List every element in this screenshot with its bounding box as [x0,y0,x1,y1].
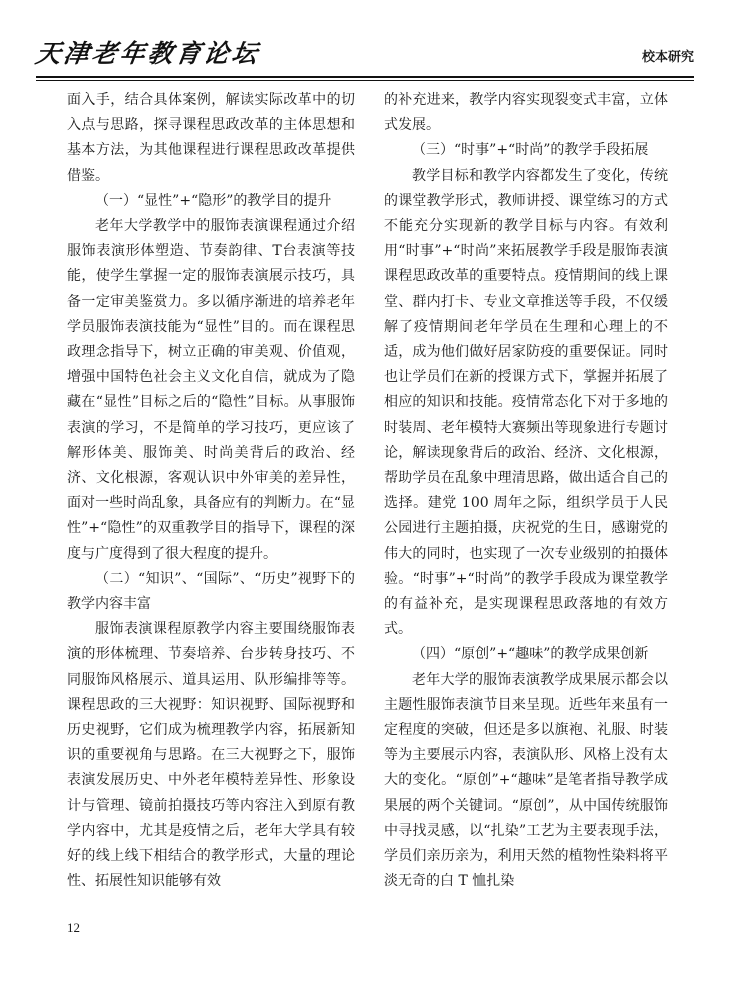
header-rule-thick [36,76,694,78]
journal-masthead: 天津老年教育论坛 [33,39,262,68]
section-heading: （二）“知识”、“国际”、“历史”视野下的教学内容丰富 [67,570,355,613]
paragraph: 老年大学的服饰表演教学成果展示都会以主题性服饰表演节目来呈现。近些年来虽有一定程度的突破，但还是多以旗袍、礼服、时装等为主要展示内容，表演队形、风格上没有太大的变化。“原创”+“趣味”是笔者指导教学成果展的两个关键词。“原创”，从中国传统服饰中寻找灵感，以“扎染”工艺为主要表现手法，学员们亲历亲为，利用天然的植物性染料将平淡无奇的白 T 恤扎染 [384,671,668,890]
paragraph: 面入手，结合具体案例，解读实际改革中的切入点与思路，探寻课程思政改革的主体思想和基本方法，为其他课程进行课程思政改革提供借鉴。 [67,92,355,184]
section-heading: （三）“时事”+“时尚”的教学手段拓展 [412,142,649,159]
section-heading: （四）“原创”+“趣味”的教学成果创新 [412,646,649,663]
paragraph: 服饰表演课程原教学内容主要围绕服饰表演的形体梳理、节奏培养、台步转身技巧、不同服饰风格展示、道具运用、队形编排等等。课程思政的三大视野：知识视野、国际视野和历史视野，它们成为梳理教学内容，拓展新知识的重要视角与思路。在三大视野之下，服饰表演发展历史、中外老年模特差异性、形象设计与管理、镜前拍摄技巧等内容注入到原有教学内容中，尤其是疫情之后，老年大学具有较好的线上线下相结合的教学形式，大量的理论性、拓展性知识能够有效 [67,621,355,890]
right-column [384,88,668,895]
paragraph: 教学目标和教学内容都发生了变化，传统的课堂教学形式，教师讲授、课堂练习的方式不能充分实现新的教学目标与内容。有效利用“时事”+“时尚”来拓展教学手段是服饰表演课程思政改革的重要特点。疫情期间的线上课堂、群内打卡、专业文章推送等手段，不仅缓解了疫情期间老年学员在生理和心理上的不适，成为他们做好居家防疫的重要保证。同时也让学员们在新的授课方式下，掌握并拓展了相应的知识和技能。疫情常态化下对于多地的时装周、老年模特大赛频出等现象进行专题讨论，解读现象背后的政治、经济、文化根源，帮助学员在乱象中理清思路，做出适合自己的选择。建党 100 周年之际，组织学员于人民公园进行主题拍摄，庆祝党的生日，感谢党的伟大的同时，也实现了一次专业级别的拍摄体验。“时事”+“时尚”的教学手段成为课堂教学的有益补充，是实现课程思政落地的有效方式。 [384,167,668,638]
page-number: 12 [67,920,80,935]
section-heading: （一）“显性”+“隐形”的教学目的提升 [95,192,332,209]
paragraph: 老年大学教学中的服饰表演课程通过介绍服饰表演形体塑造、节奏韵律、T台表演等技能，使学生掌握一定的服饰表演展示技巧，具备一定审美鉴赏力。多以循序渐进的培养老年学员服饰表演技能为“显性”目的。而在课程思政理念指导下，树立正确的审美观、价值观，增强中国特色社会主义文化自信，就成为了隐藏在“显性”目标之后的“隐性”目标。从事服饰表演的学习，不是简单的学习技巧，更应该了解形体美、服饰美、时尚美背后的政治、经济、文化根源，客观认识中外审美的差异性，面对一些时尚乱象，具备应有的判断力。在“显性”+“隐性”的双重教学目的指导下，课程的深度与广度得到了很大程度的提升。 [67,218,355,562]
header-rule-thin [36,80,694,81]
section-label: 校本研究 [641,50,694,65]
paragraph: 的补充进来，教学内容实现裂变式丰富，立体式发展。 [384,92,668,134]
page-header [33,28,694,76]
left-column [67,88,355,895]
